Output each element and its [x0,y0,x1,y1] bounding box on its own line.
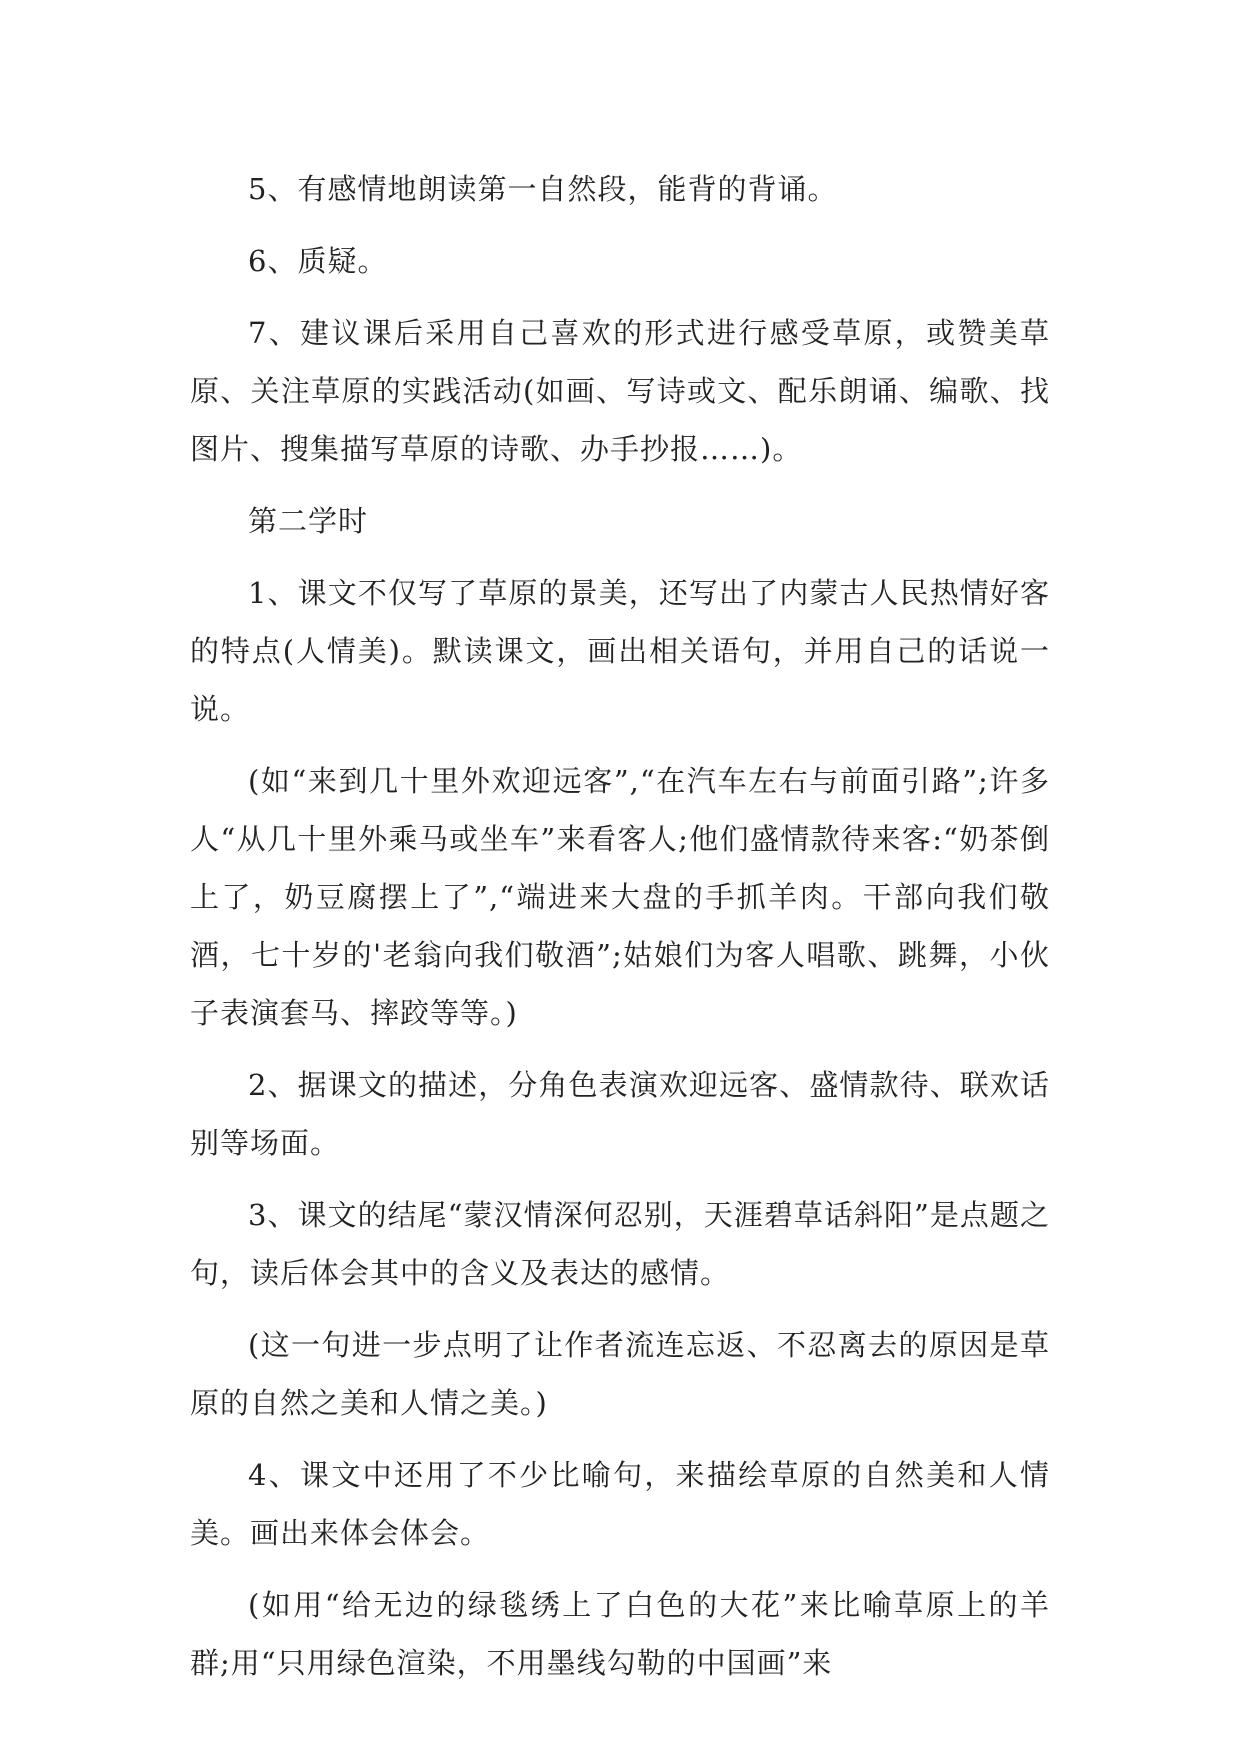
section-heading: 第二学时 [248,504,369,538]
paragraph-item-3: 3、课文的结尾“蒙汉情深何忍别，天涯碧草话斜阳”是点题之句，读后体会其中的含义及表达的感情。 [190,1198,1050,1290]
paragraph-item-2: 2、据课文的描述，分角色表演欢迎远客、盛情款待、联欢话别等场面。 [190,1068,1050,1160]
paragraph-example-4: (如用“给无边的绿毯绣上了白色的大花”来比喻草原上的羊群;用“只用绿色渲染，不用墨线勾勒的中国画”来 [190,1588,1050,1680]
paragraph-example-3: (这一句进一步点明了让作者流连忘返、不忍离去的原因是草原的自然之美和人情之美。) [190,1328,1050,1420]
paragraph-item-7: 7、建议课后采用自己喜欢的形式进行感受草原，或赞美草原、关注草原的实践活动(如画、写诗或文、配乐朗诵、编歌、找图片、搜集描写草原的诗歌、办手抄报……)。 [190,316,1050,466]
paragraph-item-1: 1、课文不仅写了草原的景美，还写出了内蒙古人民热情好客的特点(人情美)。默读课文，画出相关语句，并用自己的话说一说。 [190,576,1050,726]
paragraph-item-5: 5、有感情地朗读第一自然段，能背的背诵。 [248,172,838,206]
paragraph-item-6: 6、质疑。 [248,244,388,278]
paragraph-example-1: (如“来到几十里外欢迎远客”,“在汽车左右与前面引路”;许多人“从几十里外乘马或坐车”来看客人;他们盛情款待来客:“奶茶倒上了，奶豆腐摆上了”,“端进来大盘的手抓羊肉。干部向我们敬酒，七十岁的'老翁向我们敬酒”;姑娘们为客人唱歌、跳舞，小伙子表演套马、摔跤等等。) [190,764,1050,1030]
paragraph-item-4: 4、课文中还用了不少比喻句，来描绘草原的自然美和人情美。画出来体会体会。 [190,1458,1050,1550]
document-page [190,160,1050,1706]
